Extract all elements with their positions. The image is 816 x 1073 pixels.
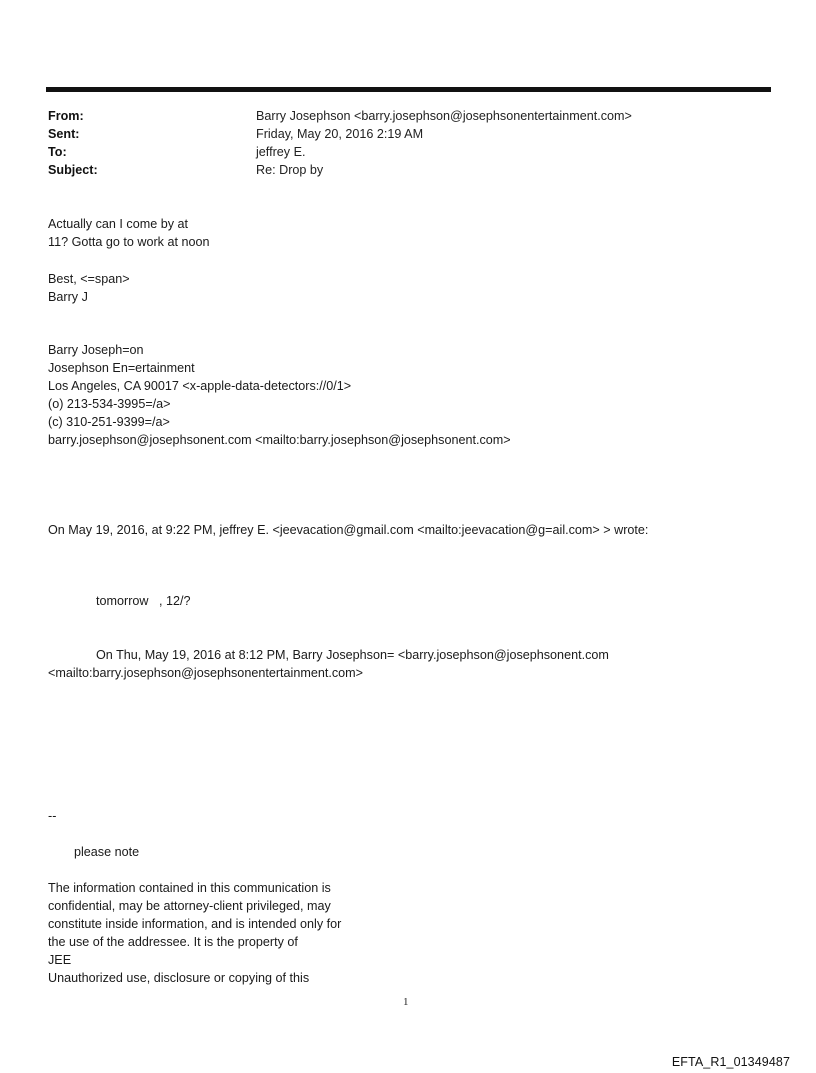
page-number: 1 bbox=[403, 996, 409, 1008]
disclaimer-line: constitute inside information, and is intended only for bbox=[48, 917, 342, 931]
message-line: Actually can I come by at bbox=[48, 217, 188, 231]
sent-label: Sent: bbox=[48, 127, 80, 141]
to-label: To: bbox=[48, 145, 67, 159]
disclaimer bbox=[48, 879, 341, 987]
disclaimer-line: The information contained in this communication is bbox=[48, 881, 331, 895]
quote-intro-text: On May 19, 2016, at 9:22 PM, jeffrey E. <jeevacation@gmail.com <mailto:jeevacation@g=ail.com> > wrote: bbox=[48, 523, 649, 537]
from-row bbox=[48, 107, 768, 125]
signature-company: Josephson En=ertainment bbox=[48, 361, 195, 375]
separator bbox=[48, 807, 56, 825]
signoff-line: Best, <=span> bbox=[48, 272, 130, 286]
separator-text: -- bbox=[48, 809, 57, 823]
header-divider bbox=[46, 87, 771, 92]
signature-address: Los Angeles, CA 90017 <x-apple-data-detectors://0/1> bbox=[48, 379, 352, 393]
disclaimer-line: Unauthorized use, disclosure or copying of this bbox=[48, 971, 310, 985]
message-body bbox=[48, 215, 210, 251]
nested-quote-continuation bbox=[48, 664, 363, 682]
subject-label: Subject: bbox=[48, 163, 98, 177]
disclaimer-line: JEE bbox=[48, 953, 72, 967]
to-row bbox=[48, 143, 768, 161]
sent-value: Friday, May 20, 2016 2:19 AM bbox=[256, 127, 424, 141]
message-line: 11? Gotta go to work at noon bbox=[48, 235, 210, 249]
signoff bbox=[48, 270, 130, 306]
signature-office-phone: (o) 213-534-3995=/a> bbox=[48, 397, 171, 411]
disclaimer-line: confidential, may be attorney-client privileged, may bbox=[48, 899, 331, 913]
signature-cell-phone: (c) 310-251-9399=/a> bbox=[48, 415, 170, 429]
document-id: EFTA_R1_01349487 bbox=[671, 1055, 790, 1069]
email-header bbox=[48, 107, 768, 179]
disclaimer-line: the use of the addressee. It is the property of bbox=[48, 935, 298, 949]
nested-quote-mailto: <mailto:barry.josephson@josephsonentertainment.com> bbox=[48, 666, 363, 680]
signoff-line: Barry J bbox=[48, 290, 88, 304]
to-value: jeffrey E. bbox=[256, 145, 306, 159]
please-note: please note bbox=[74, 845, 140, 859]
nested-quote-line: On Thu, May 19, 2016 at 8:12 PM, Barry Josephson= <barry.josephson@josephsonent.com bbox=[96, 648, 609, 662]
subject-value: Re: Drop by bbox=[256, 163, 324, 177]
subject-row bbox=[48, 161, 768, 179]
sent-row bbox=[48, 125, 768, 143]
signature-name: Barry Joseph=on bbox=[48, 343, 144, 357]
from-value: Barry Josephson <barry.josephson@josephsonentertainment.com> bbox=[256, 109, 632, 123]
quote-intro bbox=[48, 521, 648, 539]
from-label: From: bbox=[48, 109, 84, 123]
quoted-reply: tomorrow , 12/? bbox=[96, 594, 191, 608]
signature-block bbox=[48, 341, 511, 449]
signature-email: barry.josephson@josephsonent.com <mailto:barry.josephson@josephsonent.com> bbox=[48, 433, 511, 447]
